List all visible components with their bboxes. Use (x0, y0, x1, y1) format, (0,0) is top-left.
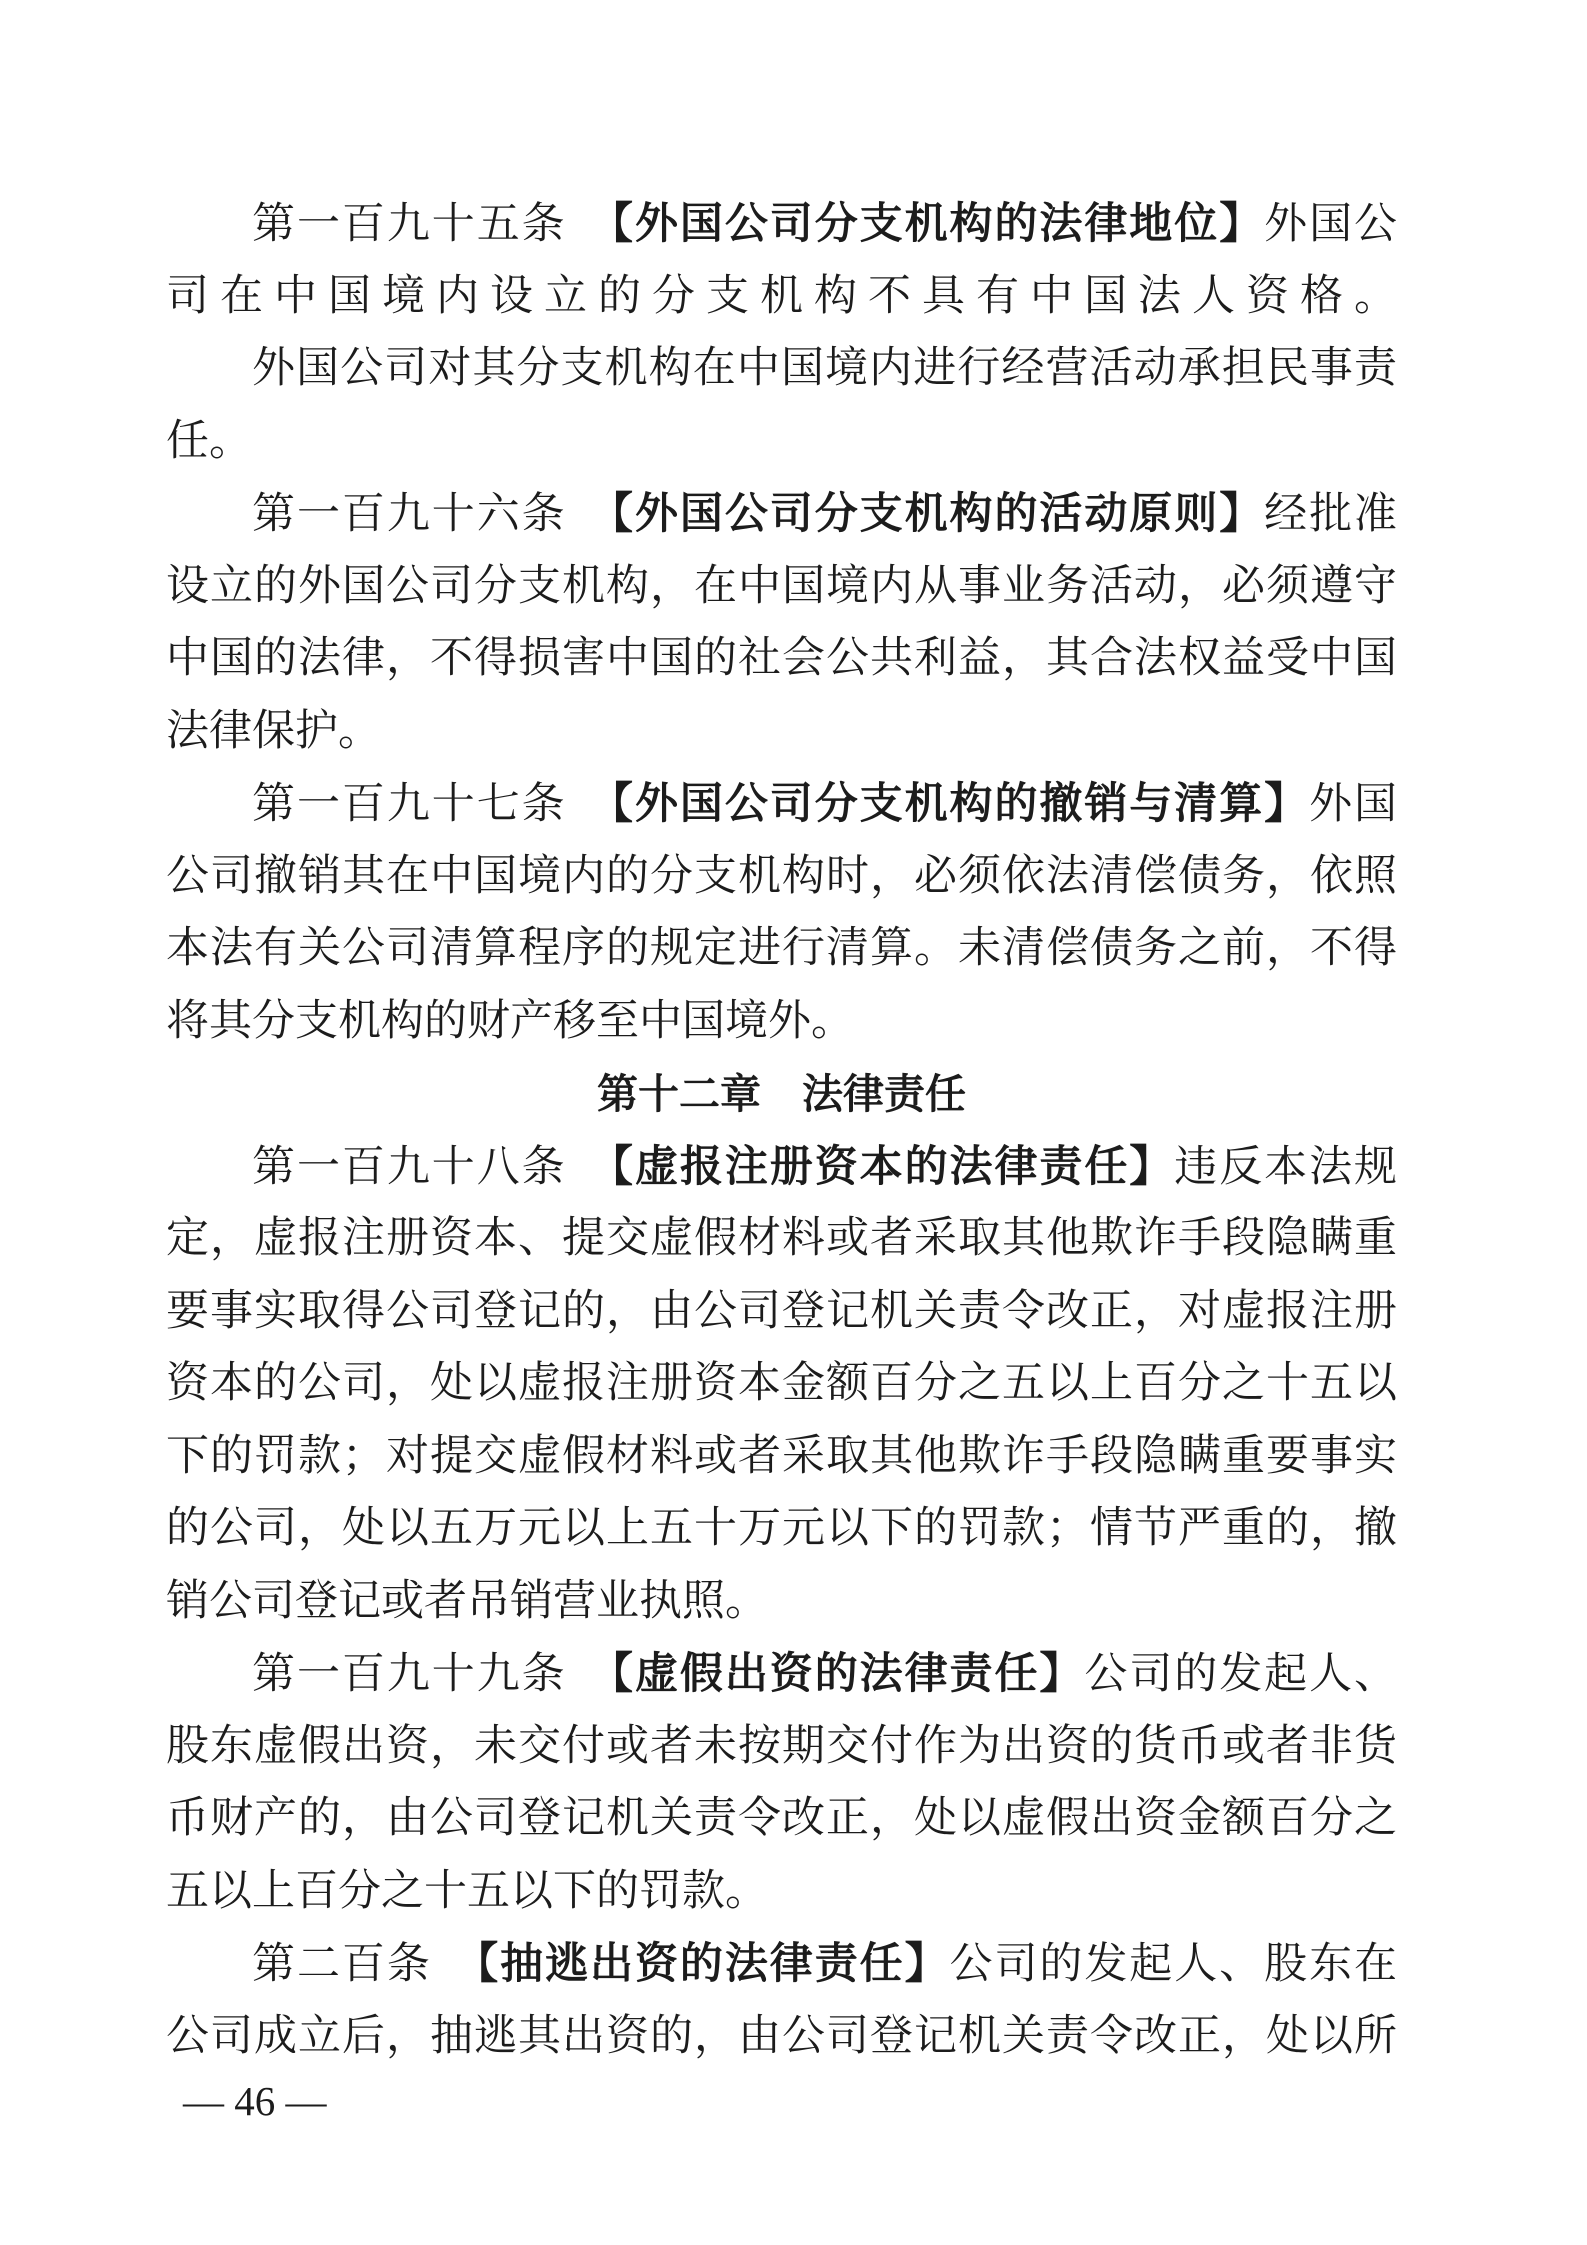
text-line (166, 768, 1397, 841)
text-segment: 要事实取得公司登记的，由公司登记机关责令改正，对虚报注册 (166, 1287, 1397, 1335)
text-segment: 定，虚报注册资本、提交虚假材料或者采取其他欺诈手段隐瞒重 (166, 1215, 1397, 1262)
text-line (166, 1638, 1397, 1711)
text-segment: 第一百九十九条 (252, 1651, 612, 1698)
text-line (166, 1493, 1397, 1566)
text-segment: 下的罚款；对提交虚假材料或者采取其他欺诈手段隐瞒重要事实 (166, 1432, 1397, 1480)
text-segment: 外国公司对其分支机构在中国境内进行经营活动承担民事责 (252, 345, 1397, 392)
text-line (166, 623, 1397, 696)
text-line (166, 913, 1397, 986)
text-line (166, 1348, 1397, 1421)
text-segment: 第一百九十五条 (252, 201, 612, 248)
text-segment: 第一百九十六条 (252, 491, 612, 538)
article-title-label: 【外国公司分支机构的撤销与清算】 (611, 780, 1310, 828)
article-title-label: 【抽逃出资的法律责任】 (476, 1940, 950, 1988)
text-segment: 股东虚假出资，未交付或者未按期交付作为出资的货币或者非货 (166, 1722, 1397, 1770)
text-line (166, 1856, 1397, 1929)
text-line (166, 478, 1397, 551)
text-line (166, 841, 1397, 914)
text-segment: 资本的公司，处以虚报注册资本金额百分之五以上百分之十五以 (166, 1360, 1397, 1407)
text-segment: 法律保护。 (166, 707, 381, 755)
text-line (166, 1566, 1397, 1639)
text-segment: 将其分支机构的财产移至中国境外。 (166, 997, 854, 1045)
text-segment: 币财产的，由公司登记机关责令改正，处以虚假出资金额百分之 (166, 1795, 1397, 1842)
article-title-label: 【虚假出资的法律责任】 (611, 1650, 1085, 1698)
text-segment: 司在中国境内设立的分支机构不具有中国法人资格。 (166, 272, 1397, 320)
text-segment: 违反本法规 (1174, 1143, 1398, 1191)
text-line (166, 333, 1397, 406)
text-line (166, 2001, 1397, 2074)
text-line (166, 986, 1397, 1059)
text-segment: 经批准 (1264, 491, 1398, 538)
text-line (166, 551, 1397, 624)
text-segment: 第一百九十八条 (252, 1143, 612, 1191)
text-line (166, 1421, 1397, 1494)
text-line (166, 696, 1397, 769)
text-segment: 公司的发起人、股东在 (949, 1941, 1398, 1988)
article-title-label: 【虚报注册资本的法律责任】 (611, 1142, 1175, 1191)
text-segment: 公司成立后，抽逃其出资的，由公司登记机关责令改正，处以所 (166, 2012, 1397, 2060)
text-line (166, 261, 1397, 334)
text-segment: 中国的法律，不得损害中国的社会公共利益，其合法权益受中国 (166, 635, 1397, 682)
text-segment: 第二百条 (252, 1941, 477, 1988)
text-line (166, 406, 1397, 479)
text-segment: 第一百九十七条 (252, 781, 612, 828)
page-number: — 46 — (183, 2078, 327, 2124)
text-line (166, 1203, 1397, 1276)
text-segment: 公司撤销其在中国境内的分支机构时，必须依法清偿债务，依照 (166, 852, 1397, 900)
article-title-label: 【外国公司分支机构的活动原则】 (611, 490, 1265, 538)
text-segment: 五以上百分之十五以下的罚款。 (166, 1867, 768, 1915)
text-segment: 任。 (166, 417, 252, 465)
text-line (166, 1711, 1397, 1784)
text-segment: 本法有关公司清算程序的规定进行清算。未清偿债务之前，不得 (166, 925, 1397, 972)
text-segment: 外国公 (1264, 201, 1398, 248)
text-segment: 销公司登记或者吊销营业执照。 (166, 1577, 768, 1625)
text-line (166, 188, 1397, 261)
text-segment: 的公司，处以五万元以上五十万元以下的罚款；情节严重的，撤 (166, 1505, 1397, 1552)
text-line (166, 1131, 1397, 1204)
text-line (166, 1928, 1397, 2001)
text-segment: 设立的外国公司分支机构，在中国境内从事业务活动，必须遵守 (166, 562, 1397, 610)
text-line (166, 1276, 1397, 1349)
article-title-label: 【外国公司分支机构的法律地位】 (611, 200, 1265, 248)
text-segment: 公司的发起人、 (1084, 1651, 1398, 1698)
chapter-heading: 第十二章 法律责任 (597, 1071, 966, 1117)
document-text-block (166, 188, 1397, 2073)
text-line (166, 1783, 1397, 1856)
text-segment: 外国 (1309, 781, 1398, 828)
